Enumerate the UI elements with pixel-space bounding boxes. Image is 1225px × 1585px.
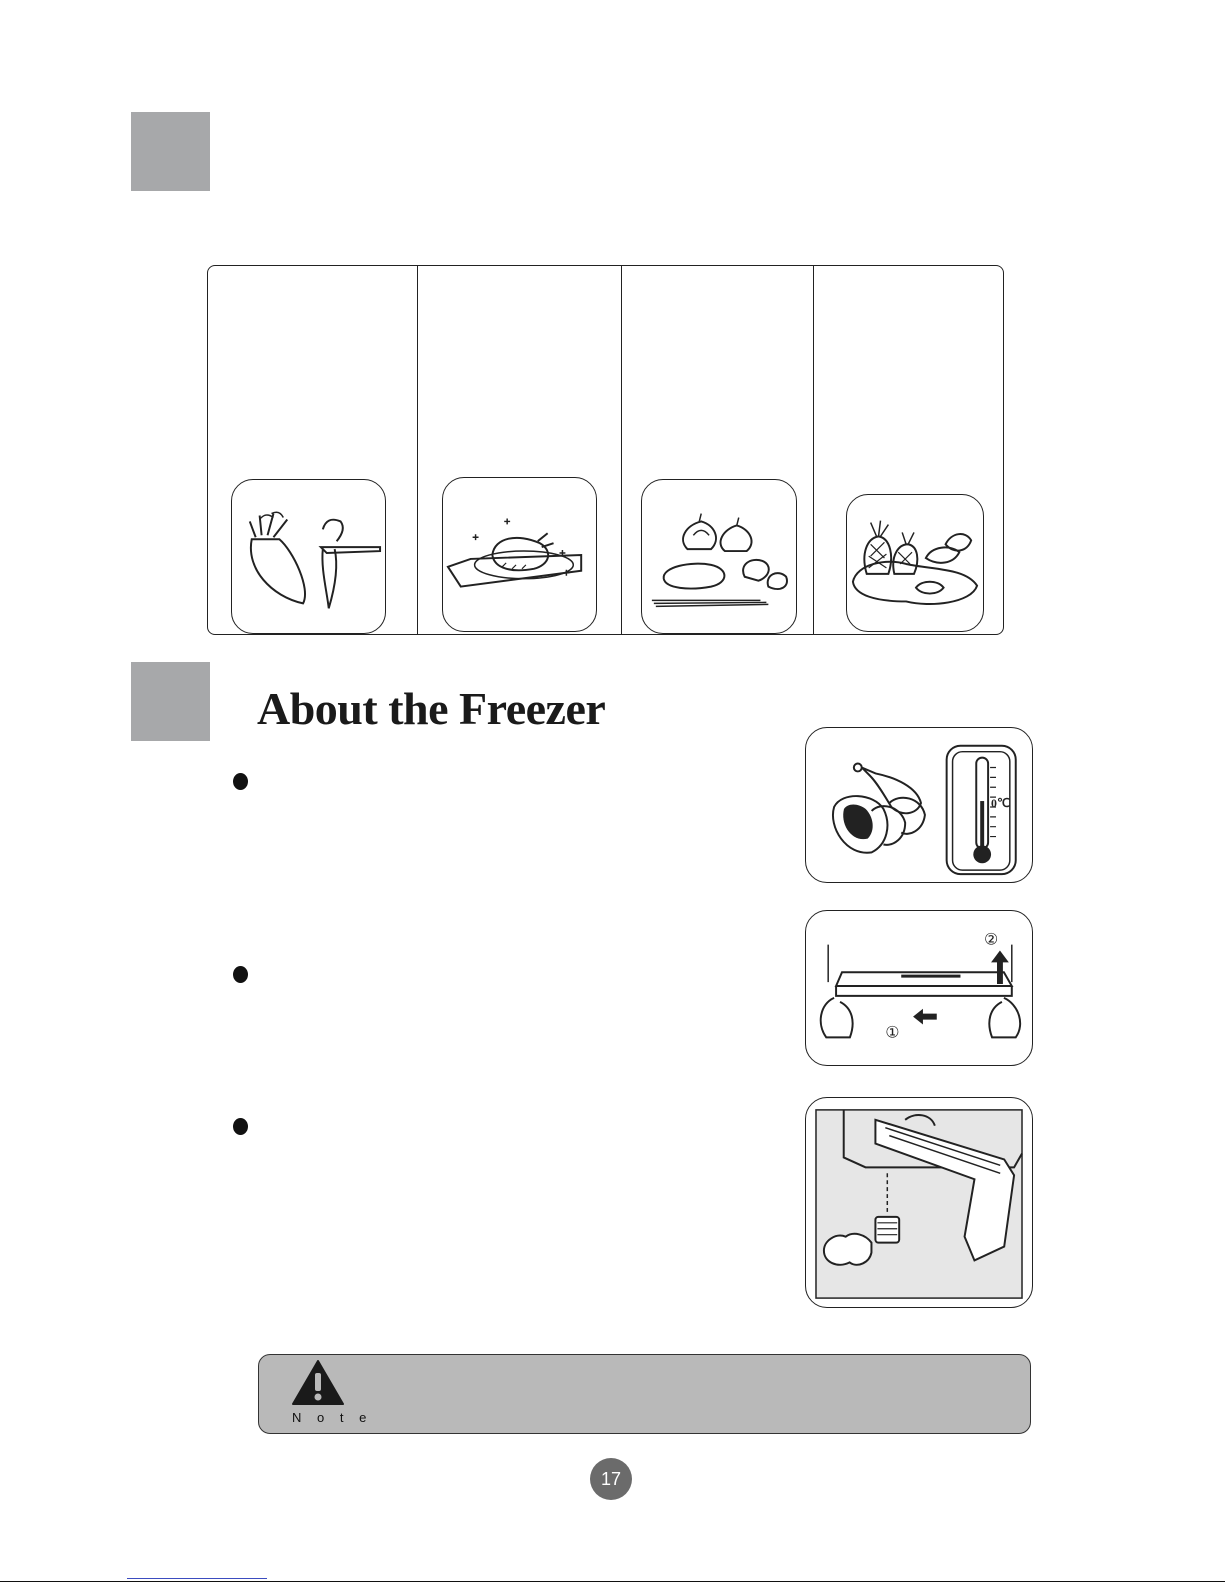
roast-chicken-icon: [442, 477, 597, 632]
page-number: 17: [590, 1458, 632, 1500]
radish-carrot-icon: [231, 479, 386, 634]
step-two-label: ②: [984, 929, 999, 949]
note-box: [258, 1354, 1031, 1434]
note-label: N o t e: [292, 1410, 373, 1425]
meat-thermometer-icon: [805, 727, 1033, 883]
warning-icon: [291, 1359, 345, 1407]
footer-rule: [0, 1581, 1225, 1582]
lamp-replacement-icon: [805, 1097, 1033, 1308]
pineapple-fruit-icon: [846, 494, 984, 632]
column-divider: [417, 266, 418, 634]
column-divider: [621, 266, 622, 634]
bullet-dot: [233, 1118, 248, 1135]
column-divider: [813, 266, 814, 634]
section-marker-freezer: [131, 662, 210, 741]
shelf-removal-icon: [805, 910, 1033, 1066]
food-storage-table: [207, 265, 1004, 635]
section-marker-top: [131, 112, 210, 191]
bullet-dot: [233, 773, 248, 790]
onion-potato-icon: [641, 479, 797, 634]
bullet-dot: [233, 966, 248, 983]
section-title: About the Freezer: [257, 683, 606, 734]
footer-link-underline: [127, 1578, 267, 1579]
step-one-label: ①: [885, 1022, 900, 1042]
thermometer-label: 0℃: [991, 795, 1011, 810]
